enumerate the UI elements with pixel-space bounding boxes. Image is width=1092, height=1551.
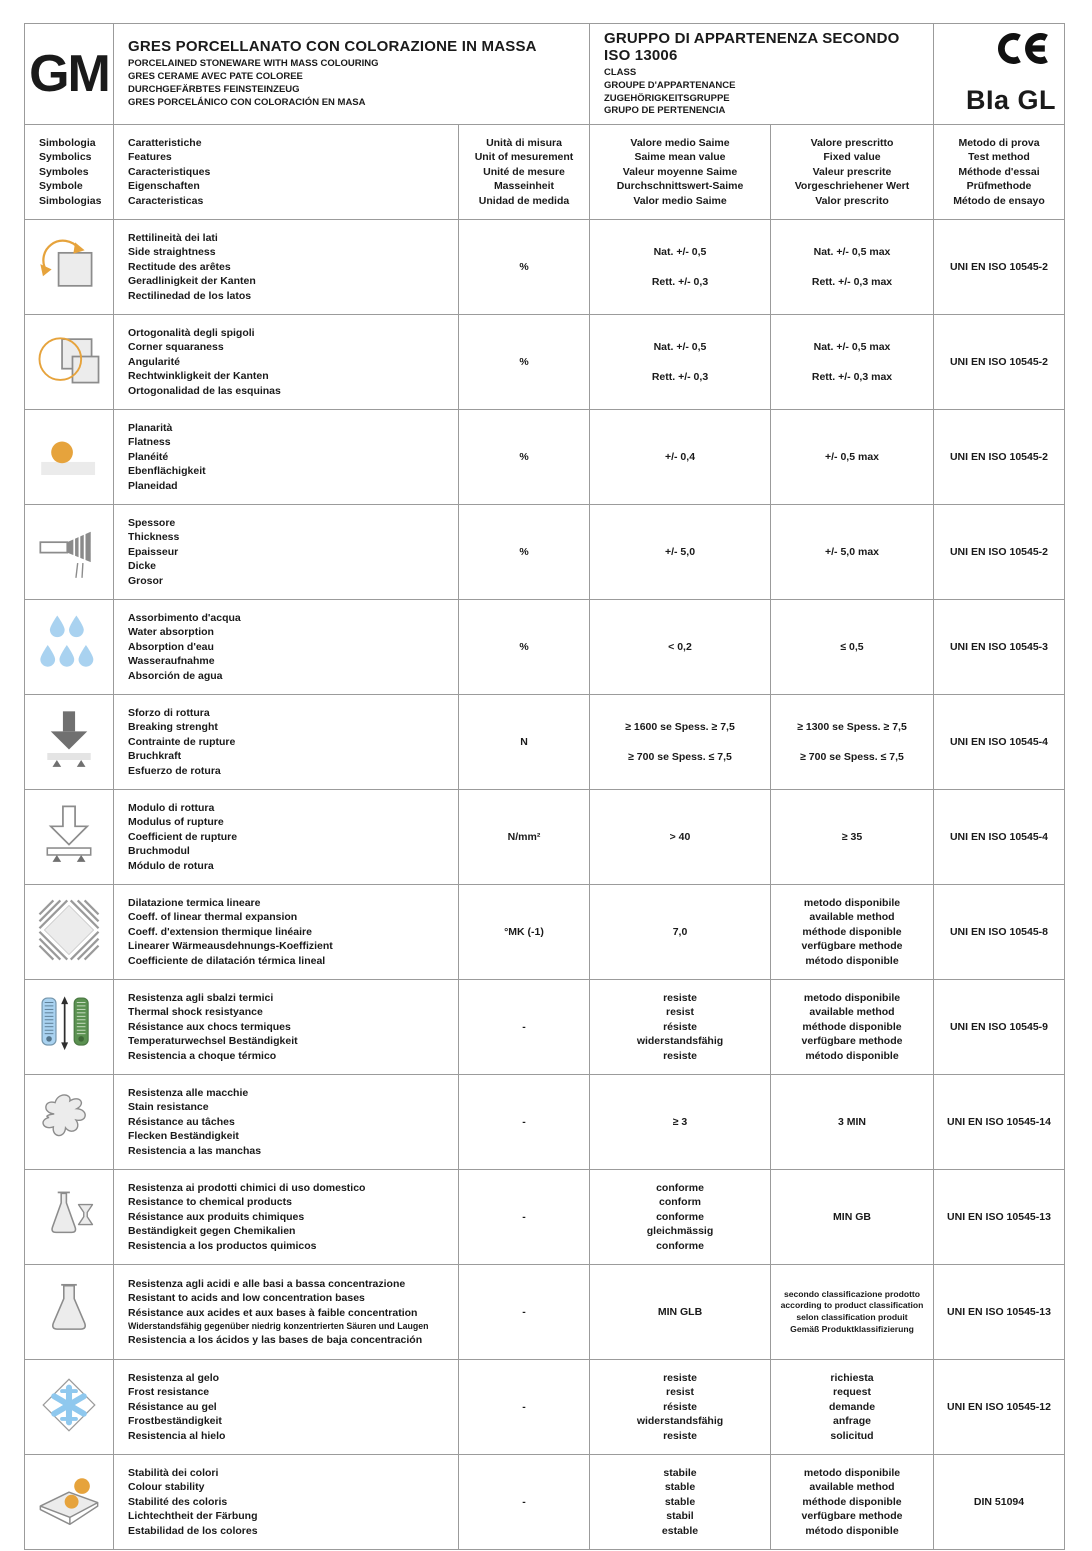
test-method-cell: UNI EN ISO 10545-3 [934,600,1064,694]
test-method-cell: UNI EN ISO 10545-2 [934,220,1064,314]
col-header-features: Caratteristiche Features Caracteristiques Eigenschaften Caracteristicas [114,125,458,219]
features-cell: Sforzo di rottura Breaking strenght Contrainte de rupture Bruchkraft Esfuerzo de rotura [114,695,458,789]
ce-mark-icon [996,33,1054,64]
colour-stability-icon [36,1467,102,1538]
mean-value-cell: < 0,2 [590,600,770,694]
col-header-unit: Unità di misura Unit of mesurement Unité de mesure Masseinheit Unidad de medida [459,125,589,219]
test-method-cell: UNI EN ISO 10545-2 [934,505,1064,599]
fixed-value-cell: +/- 5,0 max [771,505,933,599]
fixed-value-cell: richiesta request demande anfrage solicitud [771,1360,933,1454]
test-method-cell: UNI EN ISO 10545-12 [934,1360,1064,1454]
class-subtitle: GROUPE D'APPARTENANCE [604,79,736,91]
ce-class-cell [934,24,1064,124]
col-header-test-method: Metodo di prova Test method Méthode d'essai Prüfmethode Método de ensayo [934,125,1064,219]
mean-value-cell: ≥ 1600 se Spess. ≥ 7,5 ≥ 700 se Spess. ≤ 7,5 [590,695,770,789]
corner-squareness-icon [36,327,102,398]
class-subtitle: ZUGEHÖRIGKEITSGRUPPE [604,92,730,104]
class-subtitle: GRUPO DE PERTENENCIA [604,105,726,117]
mean-value-cell: ≥ 3 [590,1075,770,1169]
test-method-cell: DIN 51094 [934,1455,1064,1549]
product-title: GRES PORCELLANATO CON COLORAZIONE IN MASSA [128,38,537,56]
product-subtitle: PORCELAINED STONEWARE WITH MASS COLOURING [128,58,379,70]
mean-value-cell: 7,0 [590,885,770,979]
mean-value-cell: > 40 [590,790,770,884]
symbol-cell [25,790,113,884]
col-header-mean-value: Valore medio Saime Saime mean value Valeur moyenne Saime Durchschnittswert-Saime Valor medio Saime [590,125,770,219]
flatness-icon [36,422,102,493]
col-header-symbol: Simbologia Symbolics Symboles Symbole Simbologias [25,125,113,219]
fixed-value-cell: Nat. +/- 0,5 max Rett. +/- 0,3 max [771,315,933,409]
mean-value-cell: resiste resist résiste widerstandsfähig resiste [590,1360,770,1454]
symbol-cell [25,885,113,979]
features-cell: Assorbimento d'acqua Water absorption Absorption d'eau Wasseraufnahme Absorción de agua [114,600,458,694]
class-title: GRUPPO DI APPARTENENZA SECONDO ISO 13006 [604,29,900,64]
col-header-fixed-value: Valore prescritto Fixed value Valeur prescrite Vorgeschriehener Wert Valor prescrito [771,125,933,219]
unit-cell: - [459,1265,589,1359]
symbol-cell [25,220,113,314]
symbol-cell [25,695,113,789]
datasheet-page [24,23,1065,1550]
test-method-cell: UNI EN ISO 10545-13 [934,1265,1064,1359]
spec-table [24,23,1065,1550]
fixed-value-cell: 3 MIN [771,1075,933,1169]
gm-logo-text: GM [29,45,109,103]
mean-value-cell: resiste resist résiste widerstandsfähig resiste [590,980,770,1074]
fixed-value-cell: metodo disponibile available method méthode disponible verfügbare methode método disponible [771,980,933,1074]
symbol-cell [25,505,113,599]
mean-value-cell: +/- 0,4 [590,410,770,504]
fixed-value-cell: +/- 0,5 max [771,410,933,504]
mean-value-cell: MIN GLB [590,1265,770,1359]
unit-cell: - [459,980,589,1074]
features-cell: Stabilità dei colori Colour stability Stabilité des coloris Lichtechtheit der Färbung Estabilidad de los colores [114,1455,458,1549]
features-cell: Resistenza ai prodotti chimici di uso domestico Resistance to chemical products Résistance aux produits chimiques Beständigkeit gegen Chemikalien Resistencia a los productos quimicos [114,1170,458,1264]
class-title-block [590,24,933,124]
fixed-value-cell: ≤ 0,5 [771,600,933,694]
unit-cell: - [459,1075,589,1169]
frost-resistance-icon [36,1372,102,1443]
mean-value-cell: Nat. +/- 0,5 Rett. +/- 0,3 [590,315,770,409]
unit-cell: % [459,220,589,314]
mean-value-cell: stabile stable stable stabil estable [590,1455,770,1549]
thermal-expansion-icon [36,897,102,968]
unit-cell: - [459,1170,589,1264]
test-method-cell: UNI EN ISO 10545-9 [934,980,1064,1074]
mean-value-cell: Nat. +/- 0,5 Rett. +/- 0,3 [590,220,770,314]
unit-cell: N [459,695,589,789]
symbol-cell [25,1455,113,1549]
stain-resistance-icon [36,1087,102,1158]
fixed-value-cell: Nat. +/- 0,5 max Rett. +/- 0,3 max [771,220,933,314]
test-method-cell: UNI EN ISO 10545-13 [934,1170,1064,1264]
symbol-cell [25,980,113,1074]
product-subtitle: GRES PORCELÁNICO CON COLORACIÓN EN MASA [128,96,366,108]
thickness-icon [36,517,102,588]
test-method-cell: UNI EN ISO 10545-8 [934,885,1064,979]
product-subtitle: GRES CERAME AVEC PATE COLOREE [128,71,303,83]
features-cell: Spessore Thickness Epaisseur Dicke Grosor [114,505,458,599]
test-method-cell: UNI EN ISO 10545-4 [934,790,1064,884]
features-cell: Resistenza agli acidi e alle basi a bassa concentrazione Resistant to acids and low concentration bases Résistance aux acides et aux bases à faible concentration Widerstandsfähig gegenüber niedrig konzentrierten Säuren und Laugen Resistencia a los ácidos y las bases de baja concentración [114,1265,458,1359]
symbol-cell [25,1075,113,1169]
thermal-shock-icon [36,992,102,1063]
unit-cell: % [459,315,589,409]
symbol-cell [25,1360,113,1454]
test-method-cell: UNI EN ISO 10545-2 [934,410,1064,504]
features-cell: Modulo di rottura Modulus of rupture Coefficient de rupture Bruchmodul Módulo de rotura [114,790,458,884]
gm-logo [25,24,113,124]
symbol-cell [25,315,113,409]
mean-value-cell: +/- 5,0 [590,505,770,599]
features-cell: Dilatazione termica lineare Coeff. of linear thermal expansion Coeff. d'extension thermique linéaire Linearer Wärmeausdehnungs-Koeffizient Coefficiente de dilatación térmica lineal [114,885,458,979]
side-straightness-icon [36,232,102,303]
unit-cell: % [459,505,589,599]
fixed-value-cell: ≥ 35 [771,790,933,884]
fixed-value-cell: metodo disponibile available method méthode disponible verfügbare methode método disponible [771,1455,933,1549]
water-absorption-icon [36,612,102,683]
unit-cell: °MK (-1) [459,885,589,979]
symbol-cell [25,600,113,694]
mean-value-cell: conforme conform conforme gleichmässig conforme [590,1170,770,1264]
fixed-value-cell: secondo classificazione prodotto according to product classification selon classification produit Gemäß Produktklassifizierung [771,1265,933,1359]
class-subtitle: CLASS [604,66,637,78]
product-title-block [114,24,589,124]
modulus-of-rupture-icon [36,802,102,873]
features-cell: Resistenza al gelo Frost resistance Résistance au gel Frostbeständigkeit Resistencia al hielo [114,1360,458,1454]
class-value: BIa GL [965,85,1056,115]
fixed-value-cell: MIN GB [771,1170,933,1264]
symbol-cell [25,1265,113,1359]
breaking-strength-icon [36,707,102,778]
product-subtitle: DURCHGEFÄRBTES FEINSTEINZEUG [128,84,300,95]
features-cell: Ortogonalità degli spigoli Corner squaraness Angularité Rechtwinkligkeit der Kanten Ortogonalidad de las esquinas [114,315,458,409]
unit-cell: % [459,600,589,694]
unit-cell: - [459,1455,589,1549]
unit-cell: % [459,410,589,504]
features-cell: Resistenza alle macchie Stain resistance Résistance au tâches Flecken Beständigkeit Resistencia a las manchas [114,1075,458,1169]
unit-cell: - [459,1360,589,1454]
acid-resistance-icon [36,1277,102,1348]
features-cell: Resistenza agli sbalzi termici Thermal shock resistyance Résistance aux chocs termiques Temperaturwechsel Beständigkeit Resistencia a choque térmico [114,980,458,1074]
fixed-value-cell: metodo disponibile available method méthode disponible verfügbare methode método disponible [771,885,933,979]
features-cell: Rettilineità dei lati Side straightness Rectitude des arêtes Geradlinigkeit der Kanten Rectilinedad de los latos [114,220,458,314]
fixed-value-cell: ≥ 1300 se Spess. ≥ 7,5 ≥ 700 se Spess. ≤ 7,5 [771,695,933,789]
symbol-cell [25,1170,113,1264]
test-method-cell: UNI EN ISO 10545-4 [934,695,1064,789]
features-cell: Planarità Flatness Planéité Ebenflächigkeit Planeidad [114,410,458,504]
chemical-resistance-icon [36,1182,102,1253]
unit-cell: N/mm² [459,790,589,884]
test-method-cell: UNI EN ISO 10545-14 [934,1075,1064,1169]
test-method-cell: UNI EN ISO 10545-2 [934,315,1064,409]
symbol-cell [25,410,113,504]
